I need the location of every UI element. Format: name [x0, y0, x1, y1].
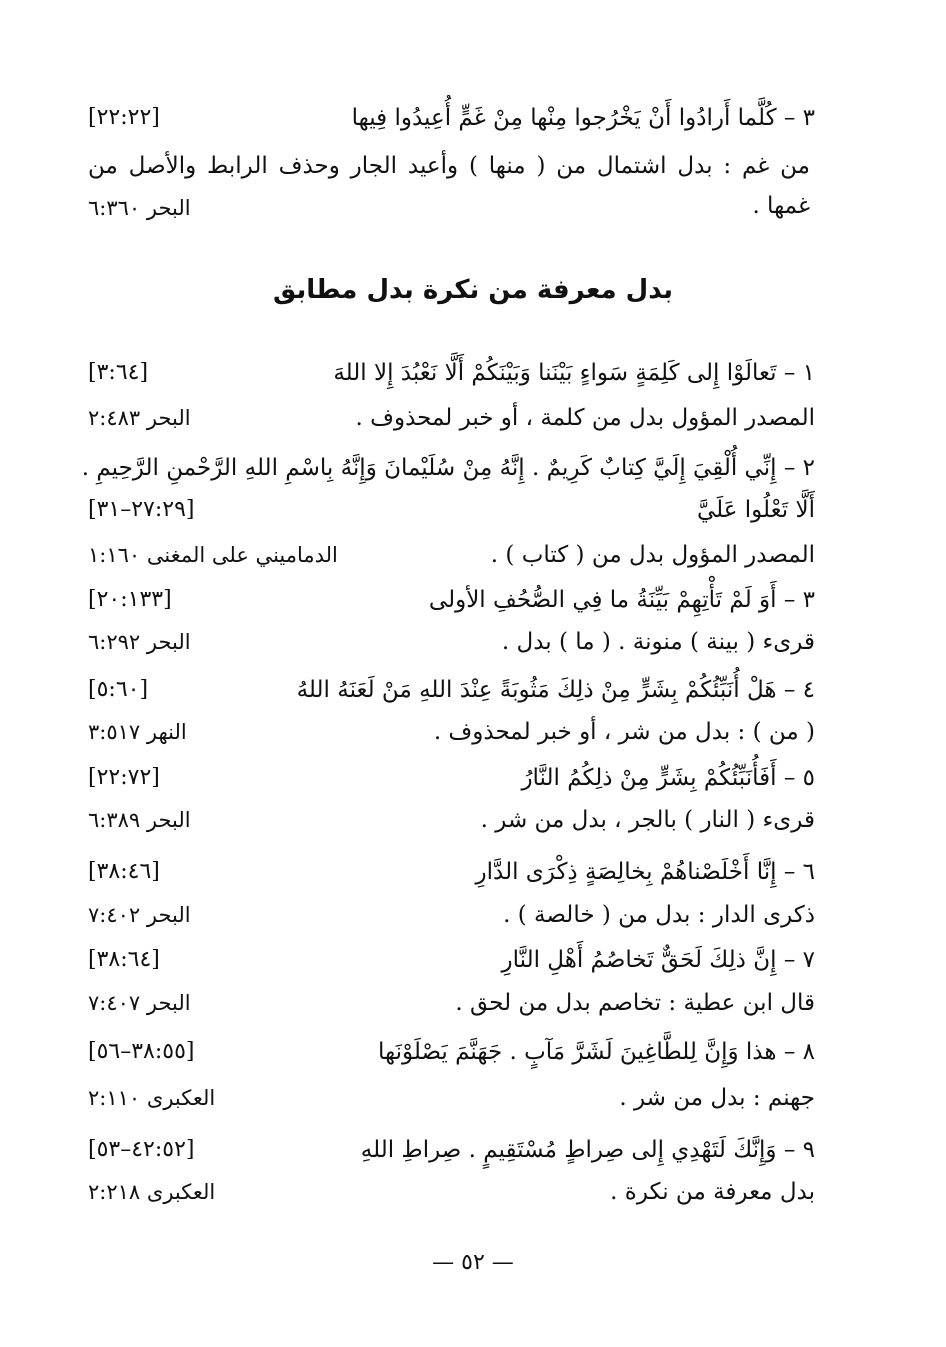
commentary-line: [60, 398, 815, 442]
verse-line: [60, 852, 815, 896]
verse-line: [60, 580, 815, 624]
verse-text: ٦ – إِنَّا أَخْلَصْناهُمْ بِخالِصَةٍ ذِكْرَى الدَّارِ: [475, 859, 815, 885]
commentary-text: جهنم : بدل من شر .: [619, 1085, 815, 1111]
source-citation: الدماميني على المغنى ١:١٦٠: [88, 543, 338, 567]
verse-line: [60, 353, 815, 397]
commentary-line: [60, 712, 815, 756]
verse-text: ١ – تَعالَوْا إِلى كَلِمَةٍ سَواءٍ بَيْنَنا وَبَيْنَكُمْ أَلَّا نَعْبُدَ إِلا اللهَ: [333, 360, 815, 386]
verse-text: ٨ – هذا وَإِنَّ لِلطَّاغِينَ لَشَرَّ مَآبٍ . جَهَنَّمَ يَصْلَوْنَها: [377, 1039, 815, 1065]
verse-line: [60, 670, 815, 714]
verse-reference: [٢٠:١٣٣]: [88, 587, 172, 612]
verse-reference: [٣٨:٥٥–٥٦]: [88, 1039, 195, 1064]
verse-line: [60, 758, 815, 802]
commentary-text: بدل معرفة من نكرة .: [610, 1179, 815, 1205]
verse-reference: [٥:٦٠]: [88, 677, 149, 702]
commentary-paragraph: من غم : بدل اشتمال من ( منها ) وأعيد الجار وحذف الرابط والأصل من غمها .: [88, 153, 810, 219]
section-heading: بدل معرفة من نكرة بدل مطابق: [273, 275, 673, 305]
source-citation: النهر ٣:٥١٧: [88, 720, 187, 744]
verse-text-continued: أَلَّا تَعْلُوا عَلَيَّ: [696, 497, 815, 523]
commentary-line: [60, 895, 815, 939]
commentary-text: قال ابن عطية : تخاصم بدل من لحق .: [455, 990, 815, 1016]
verse-text: ٤ – هَلْ أُنَبِّئُكُمْ بِشَرٍّ مِنْ ذلِكَ مَثُوبَةً عِنْدَ اللهِ مَنْ لَعَنَهُ اللهُ: [296, 677, 815, 703]
verse-text: ٥ – أَفَأُنَبِّئُكُمْ بِشَرٍّ مِنْ ذلِكُمُ النَّارُ: [521, 765, 815, 791]
commentary-line: [60, 1172, 815, 1216]
verse-text: ٣ – كُلَّما أَرادُوا أَنْ يَخْرُجوا مِنْها مِنْ غَمٍّ أُعِيدُوا فِيها: [351, 105, 815, 131]
verse-reference: [٣٨:٦٤]: [88, 947, 160, 972]
verse-line: [60, 448, 815, 492]
page-number: — ٥٢ —: [432, 1250, 514, 1275]
verse-line: [60, 98, 815, 142]
source-citation: البحر ٦:٣٨٩: [88, 808, 191, 832]
verse-line: [60, 1032, 815, 1076]
commentary-text: المصدر المؤول بدل من ( كتاب ) .: [490, 542, 815, 568]
verse-text: ٧ – إِنَّ ذلِكَ لَحَقٌّ تَخاصُمُ أَهْلِ النَّارِ: [501, 947, 815, 973]
source-citation: البحر ٦:٣٦٠: [88, 196, 191, 220]
verse-text: ٣ – أَوَ لَمْ تَأْتِهِمْ بَيِّنَةُ ما فِي الصُّحُفِ الأولى: [428, 587, 815, 613]
source-citation: البحر ٧:٤٠٧: [88, 991, 191, 1015]
source-citation: العكبرى ٢:٢١٨: [88, 1180, 216, 1204]
verse-text: ٩ – وَإِنَّكَ لَتَهْدِي إِلى صِراطٍ مُسْتَقِيمٍ . صِراطِ اللهِ: [360, 1137, 815, 1163]
commentary-text: قرىء ( بينة ) منونة . ( ما ) بدل .: [501, 629, 815, 655]
commentary-text: المصدر المؤول بدل من كلمة ، أو خبر لمحذوف .: [355, 405, 815, 431]
source-citation: البحر ٢:٤٨٣: [88, 406, 191, 430]
verse-reference: [٢٢:٢٢]: [88, 105, 160, 130]
source-citation: العكبرى ٢:١١٠: [88, 1086, 216, 1110]
verse-reference: [٣:٦٤]: [88, 360, 149, 385]
commentary-line: [60, 535, 815, 579]
verse-reference: [٤٢:٥٢–٥٣]: [88, 1137, 195, 1162]
commentary-text: ذكرى الدار : بدل من ( خالصة ) .: [503, 902, 815, 928]
verse-reference: [٢٧:٢٩–٣١]: [88, 497, 195, 522]
verse-line: [60, 940, 815, 984]
source-citation: البحر ٦:٢٩٢: [88, 630, 191, 654]
verse-line: [60, 1130, 815, 1174]
verse-reference: [٢٢:٧٢]: [88, 765, 160, 790]
verse-line: [60, 490, 815, 534]
commentary-line: [60, 1078, 815, 1122]
verse-text: ٢ – إِنِّي أُلْقِيَ إِلَيَّ كِتابٌ كَرِيمٌ . إِنَّهُ مِنْ سُلَيْمانَ وَإِنَّهُ بِاسْمِ اللهِ الرَّحْمنِ الرَّحِيمِ .: [81, 455, 815, 481]
source-citation: البحر ٧:٤٠٢: [88, 903, 191, 927]
commentary-text: ( من ) : بدل من شر ، أو خبر لمحذوف .: [433, 719, 815, 745]
commentary-line: [60, 622, 815, 666]
source-line: [60, 188, 815, 232]
commentary-text: قرىء ( النار ) بالجر ، بدل من شر .: [480, 807, 815, 833]
commentary-line: [60, 983, 815, 1027]
commentary-line: [60, 800, 815, 844]
verse-reference: [٣٨:٤٦]: [88, 859, 160, 884]
